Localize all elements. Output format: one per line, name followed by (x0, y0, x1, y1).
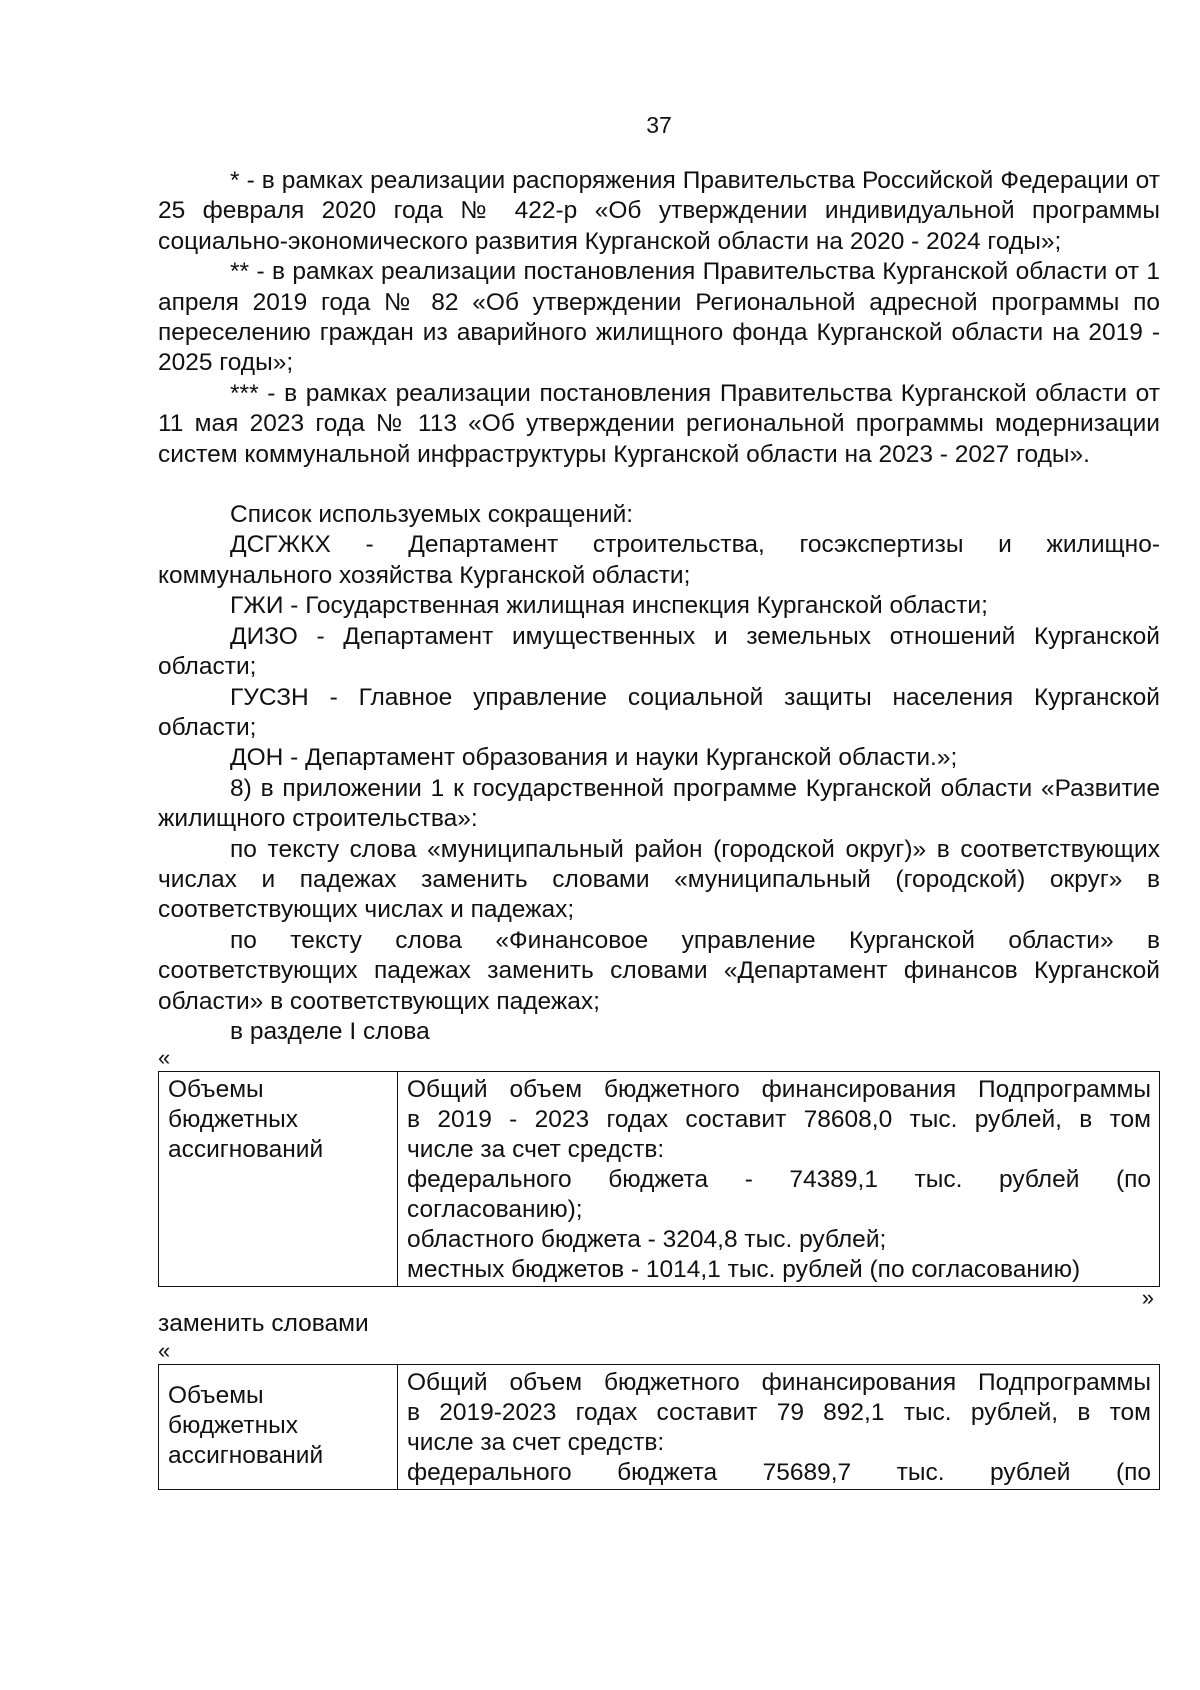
abbreviation-item: ДОН - Департамент образования и науки Курганской области.»; (230, 744, 958, 772)
table-line: согласованию); (407, 1196, 583, 1224)
document-body (158, 166, 1160, 1490)
table-label-cell: Объемы бюджетных ассигнований (159, 1072, 398, 1287)
paragraph-finance: по тексту слова «Финансовое управление Курганской области» в соответствующих падежах заменить словами «Департамент финансов Курганской области» в соответствующих падежах; (158, 926, 1160, 1015)
paragraph-municipal: по тексту слова «муниципальный район (городской округ)» в соответствующих числах и падежах заменить словами «муниципальный (городской) округ» в соответствующих числах и падежах; (158, 835, 1160, 924)
table-line: федерального бюджета - 74389,1 тыс. рублей (по (407, 1166, 1151, 1194)
table-line: местных бюджетов - 1014,1 тыс. рублей (по согласованию) (407, 1256, 1081, 1284)
table-value-cell (398, 1072, 1160, 1287)
footnote-2: ** - в рамках реализации постановления Правительства Курганской области от 1 апреля 2019 года № 82 «Об утверждении Региональной адресной программы по переселению граждан из аварийного жилищного фонда Курганской области на 2019 - 2025 годы»; (158, 258, 1160, 377)
table-line: числе за счет средств: (407, 1428, 665, 1456)
table-line: в 2019-2023 годах составит 79 892,1 тыс. рублей, в том (407, 1398, 1151, 1426)
table-line: федерального бюджета 75689,7 тыс. рублей (по (407, 1458, 1151, 1486)
replace-text: заменить словами (158, 1310, 369, 1338)
quote-open-mark: « (158, 1337, 171, 1363)
table-label-cell: Объемы бюджетных ассигнований (159, 1364, 398, 1489)
abbreviation-item: ГУСЗН - Главное управление социальной защиты населения Курганской области; (158, 683, 1160, 741)
budget-table-new (158, 1364, 1160, 1490)
footnote-1: * - в рамках реализации распоряжения Правительства Российской Федерации от 25 февраля 2020 года № 422-р «Об утверждении индивидуальной программы социально-экономического развития Курганской области на 2020 - 2024 годы»; (158, 167, 1160, 255)
table-line: областного бюджета - 3204,8 тыс. рублей; (407, 1226, 887, 1254)
quote-close-mark: » (1141, 1285, 1154, 1311)
abbreviation-item: ДИЗО - Департамент имущественных и земельных отношений Курганской области; (158, 622, 1160, 681)
footnote-3: *** - в рамках реализации постановления Правительства Курганской области от 11 мая 2023 года № 113 «Об утверждении региональной программы модернизации систем коммунальной инфраструктуры Курганской области на 2023 - 2027 годы». (158, 379, 1160, 468)
paragraph-section: в разделе I слова (230, 1017, 430, 1045)
quote-open-mark: « (158, 1045, 171, 1071)
paragraph-appendix: 8) в приложении 1 к государственной программе Курганской области «Развитие жилищного строительства»: (158, 774, 1160, 833)
table-line: в 2019 - 2023 годах составит 78608,0 тыс. рублей, в том (407, 1106, 1151, 1134)
table-value-cell (398, 1364, 1160, 1489)
abbreviation-item: ДСГЖКХ - Департамент строительства, госэкспертизы и жилищно-коммунального хозяйства Курганской области; (158, 531, 1160, 589)
table-line: Общий объем бюджетного финансирования Подпрограммы (407, 1368, 1151, 1396)
table-line: Общий объем бюджетного финансирования Подпрограммы (407, 1076, 1151, 1104)
table-line: числе за счет средств: (407, 1136, 665, 1164)
abbreviation-item: ГЖИ - Государственная жилищная инспекция Курганской области; (230, 592, 988, 620)
abbreviations-title: Список используемых сокращений: (230, 501, 634, 529)
page-number: 37 (646, 112, 672, 138)
spacer (158, 470, 1160, 500)
budget-table-old (158, 1071, 1160, 1287)
